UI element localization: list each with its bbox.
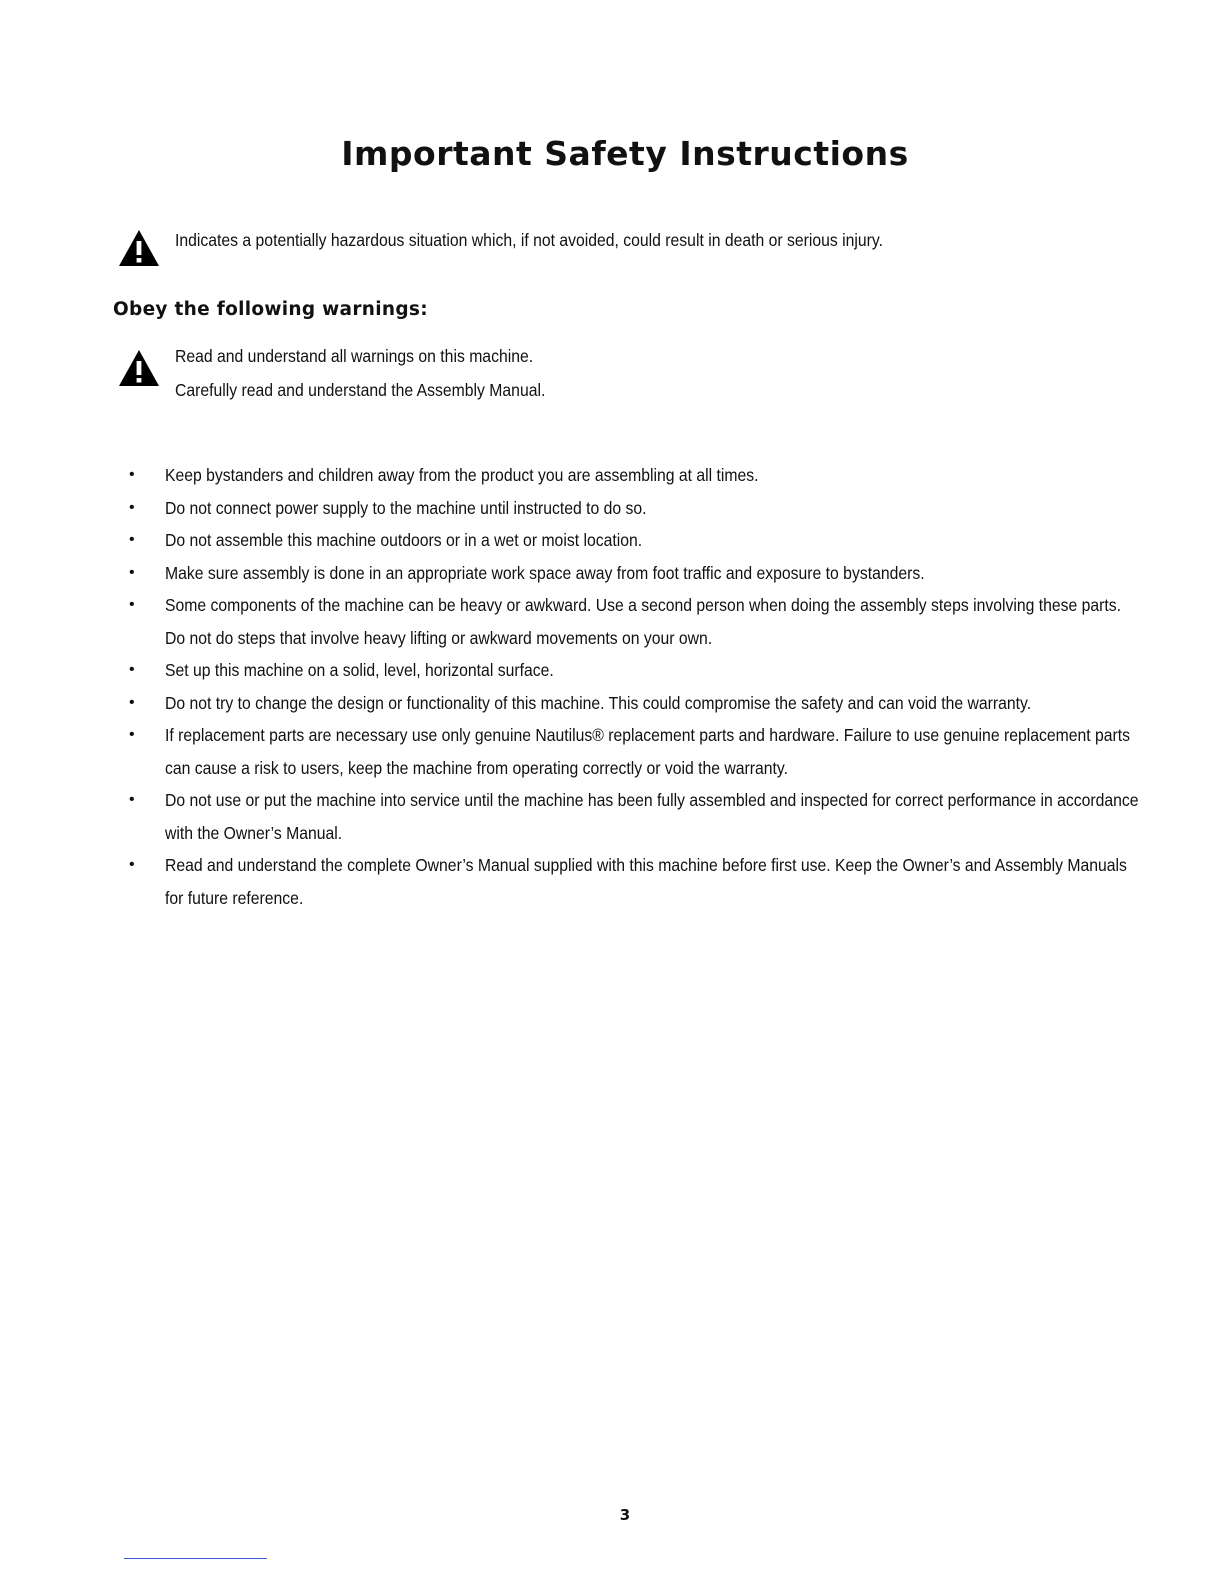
bullet: • bbox=[129, 531, 135, 548]
list-item bbox=[125, 524, 1165, 557]
list-item bbox=[125, 784, 1165, 849]
list-item bbox=[125, 589, 1165, 654]
bullet: • bbox=[129, 498, 135, 516]
warning-text: Do not try to change the design or functionality of this machine. This could compromise the safety and can void the warranty. bbox=[165, 692, 1032, 713]
footer-rule bbox=[124, 1558, 267, 1559]
bullet: • bbox=[129, 791, 135, 808]
hazard-definition: Indicates a potentially hazardous situation which, if not avoided, could result in death or serious injury. bbox=[175, 230, 883, 250]
bullet: • bbox=[129, 693, 135, 711]
primary-warning-read-warnings: Read and understand all warnings on this machine. bbox=[175, 346, 534, 366]
bullet: • bbox=[129, 466, 135, 483]
bullet: • bbox=[129, 856, 135, 873]
warning-text: Set up this machine on a solid, level, horizontal surface. bbox=[165, 660, 554, 680]
warning-text: Keep bystanders and children away from the product you are assembling at all times. bbox=[165, 465, 759, 485]
warning-text: Do not assemble this machine outdoors or in a wet or moist location. bbox=[165, 530, 643, 550]
list-item bbox=[125, 849, 1165, 914]
warning-text: Do not use or put the machine into service until the machine has been fully assembled and inspected for correct performance in accordance with the Owner’s Manual. bbox=[165, 790, 1139, 843]
list-item bbox=[125, 687, 1165, 720]
bullet: • bbox=[129, 563, 135, 581]
warning-triangle-icon bbox=[117, 228, 161, 268]
bullet: • bbox=[129, 596, 135, 613]
bullet: • bbox=[129, 726, 135, 743]
warning-text: Do not connect power supply to the machine until instructed to do so. bbox=[165, 497, 647, 518]
warning-text: Read and understand the complete Owner’s Manual supplied with this machine before first use. Keep the Owner’s and Assembly Manuals for future reference. bbox=[165, 855, 1127, 908]
section-heading: Obey the following warnings: bbox=[113, 299, 428, 320]
list-item bbox=[125, 654, 1165, 687]
bullet: • bbox=[129, 661, 135, 678]
primary-warning-read-assembly-manual: Carefully read and understand the Assembly Manual. bbox=[175, 380, 546, 400]
warnings-list bbox=[125, 459, 1165, 914]
list-item bbox=[125, 557, 1165, 590]
warning-text: Make sure assembly is done in an appropriate work space away from foot traffic and exposure to bystanders. bbox=[165, 562, 925, 583]
warning-text: Some components of the machine can be heavy or awkward. Use a second person when doing the assembly steps involving these parts. Do not do steps that involve heavy lifting or awkward movements on your own. bbox=[165, 595, 1122, 648]
warning-triangle-icon bbox=[117, 348, 161, 388]
page-number: 3 bbox=[619, 1506, 631, 1524]
page-title: Important Safety Instructions bbox=[341, 134, 909, 173]
warning-text: If replacement parts are necessary use only genuine Nautilus® replacement parts and hardware. Failure to use genuine replacement parts can cause a risk to users, keep the machine from operating correctly or void the warranty. bbox=[165, 725, 1131, 778]
list-item bbox=[125, 719, 1165, 784]
list-item bbox=[125, 492, 1165, 525]
list-item bbox=[125, 459, 1165, 492]
